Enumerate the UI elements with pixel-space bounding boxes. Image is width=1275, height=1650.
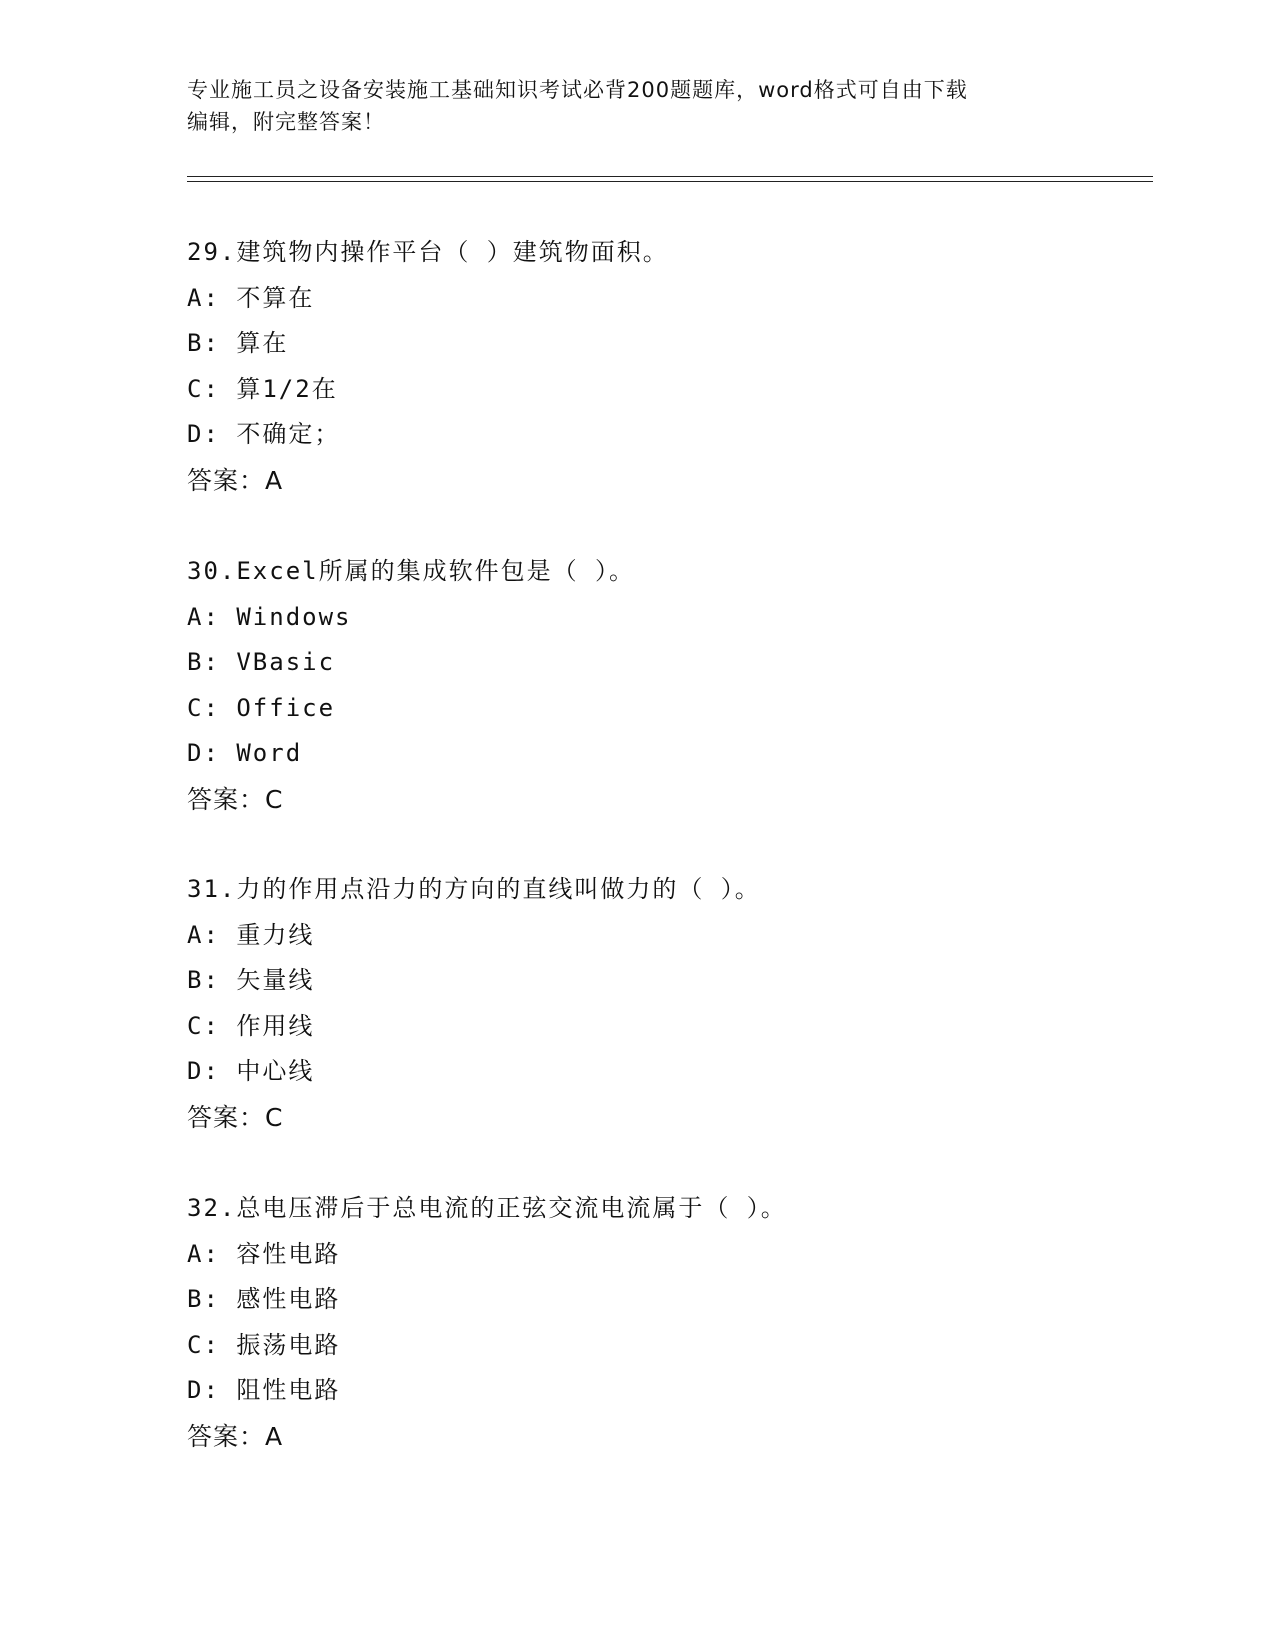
answer-label: 答案：C bbox=[187, 1102, 284, 1132]
answer-label: 答案：A bbox=[187, 465, 284, 495]
question-stem: 31.力的作用点沿力的方向的直线叫做力的（ ）。 bbox=[187, 875, 761, 903]
question-stem: 29.建筑物内操作平台（ ）建筑物面积。 bbox=[187, 238, 669, 266]
option-a: A: 容性电路 bbox=[187, 1239, 341, 1268]
option-d: D: Word bbox=[187, 739, 303, 767]
question-29 bbox=[187, 230, 1087, 503]
option-c: C: 算1/2在 bbox=[187, 374, 338, 403]
document-title-line-2: 编辑，附完整答案！ bbox=[187, 110, 385, 134]
header-rule-top bbox=[187, 176, 1153, 177]
question-stem: 32.总电压滞后于总电流的正弦交流电流属于（ ）。 bbox=[187, 1194, 787, 1222]
option-a: A: 重力线 bbox=[187, 920, 315, 949]
answer-label: 答案：A bbox=[187, 1421, 284, 1451]
option-c: C: 作用线 bbox=[187, 1011, 315, 1040]
option-b: B: 算在 bbox=[187, 329, 289, 357]
option-d: D: 不确定； bbox=[187, 420, 341, 448]
option-b: B: VBasic bbox=[187, 648, 336, 676]
question-30 bbox=[187, 549, 1087, 822]
question-32 bbox=[187, 1186, 1087, 1459]
option-a: A: 不算在 bbox=[187, 283, 315, 312]
question-31 bbox=[187, 867, 1087, 1140]
option-d: D: 中心线 bbox=[187, 1057, 315, 1085]
option-a: A: Windows bbox=[187, 602, 352, 631]
document-title-line-1: 专业施工员之设备安装施工基础知识考试必背200题题库，word格式可自由下载 bbox=[187, 78, 968, 102]
option-c: C: Office bbox=[187, 693, 336, 722]
answer-label: 答案：C bbox=[187, 784, 284, 814]
option-c: C: 振荡电路 bbox=[187, 1330, 341, 1359]
question-stem: 30.Excel所属的集成软件包是（ ）。 bbox=[187, 557, 636, 585]
option-d: D: 阻性电路 bbox=[187, 1376, 341, 1404]
option-b: B: 感性电路 bbox=[187, 1285, 341, 1313]
option-b: B: 矢量线 bbox=[187, 966, 315, 994]
header-rule-bottom bbox=[187, 181, 1153, 182]
